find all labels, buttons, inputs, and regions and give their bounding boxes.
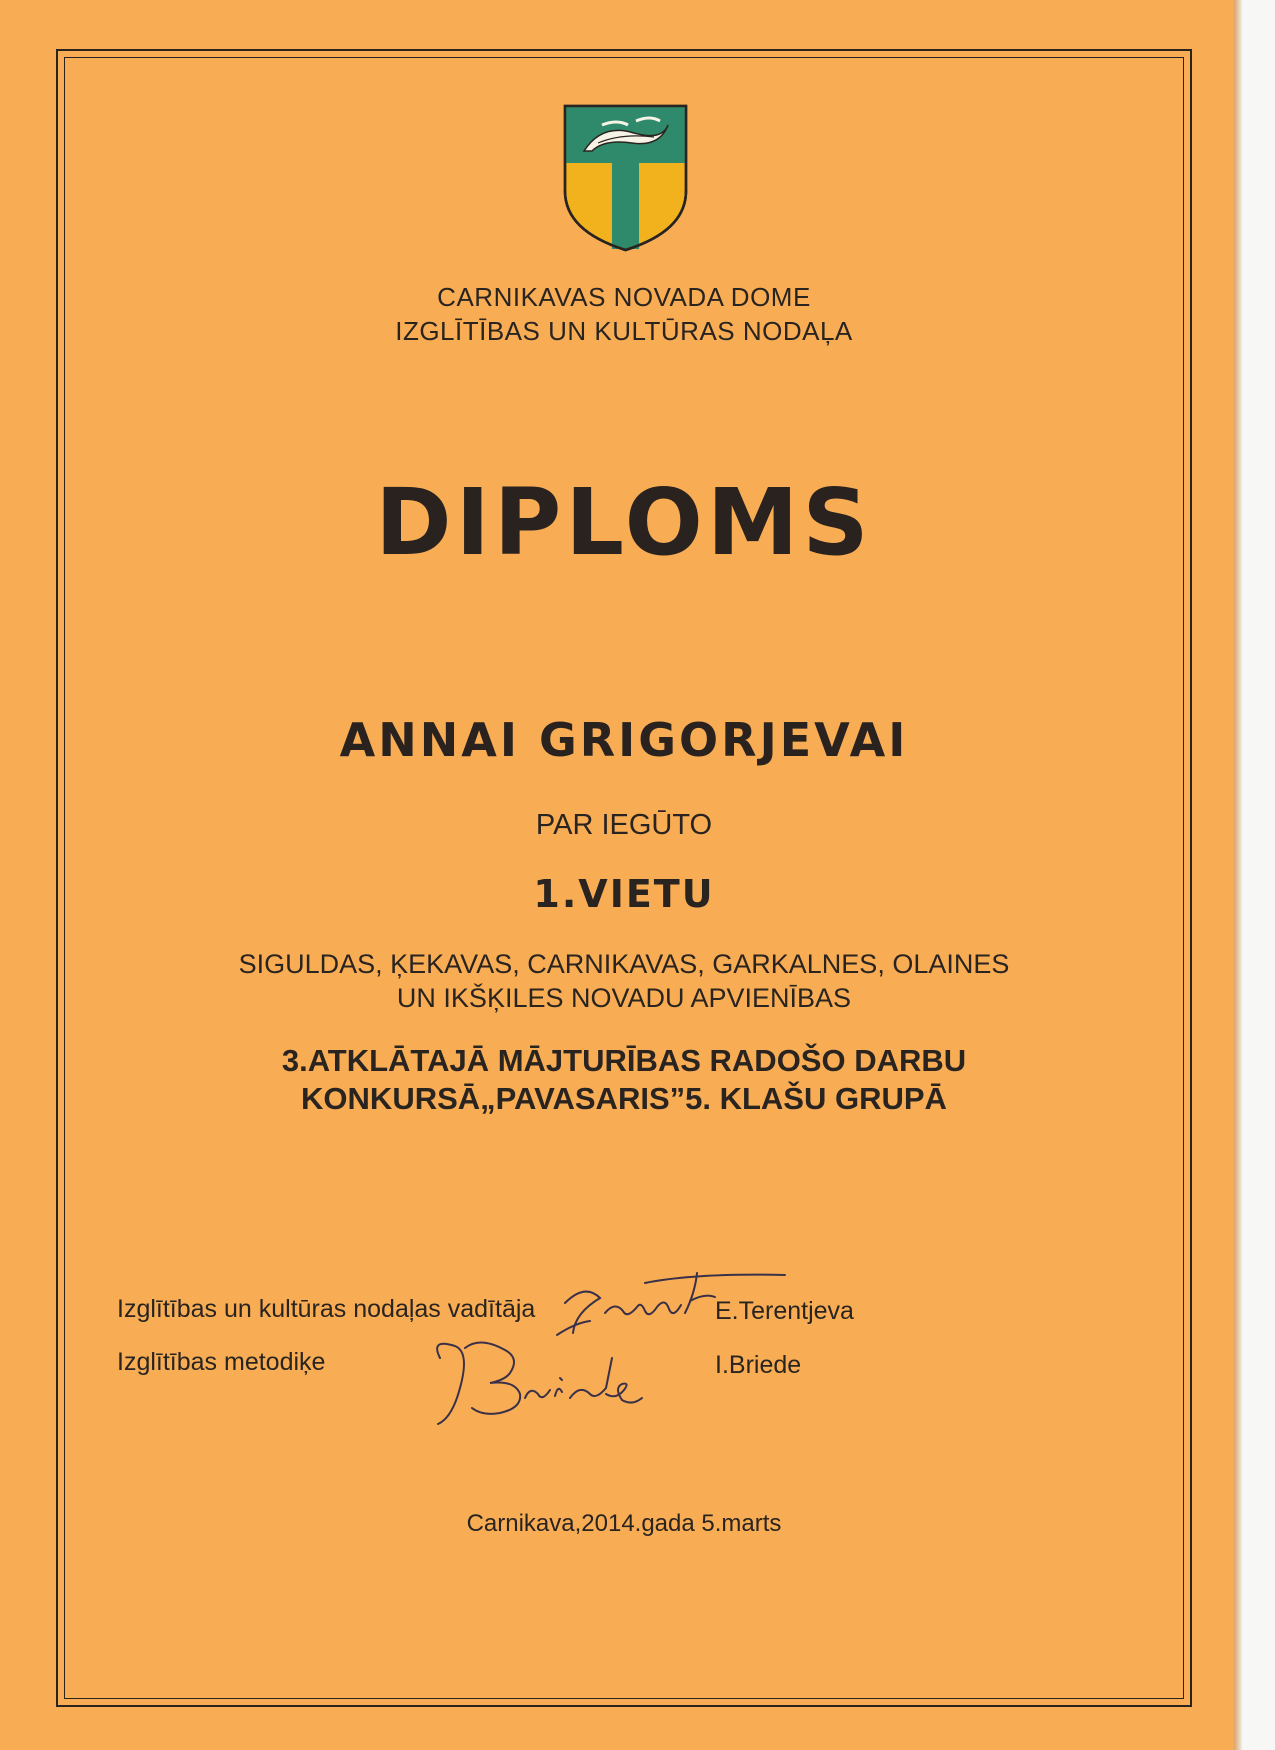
institution-line-1: CARNIKAVAS NOVADA DOME xyxy=(437,282,811,312)
signatory-role-2: Izglītības metodiķe xyxy=(117,1348,326,1376)
association-line-1: SIGULDAS, ĶEKAVAS, CARNIKAVAS, GARKALNES, OLAINES xyxy=(238,949,1010,979)
association-line-2: UN IKŠĶILES NOVADU APVIENĪBAS xyxy=(396,983,852,1013)
institution-line-2: IZGLĪTĪBAS UN KULTŪRAS NODAĻA xyxy=(395,316,853,346)
awarded-for-text: PAR IEGŪTO xyxy=(535,809,713,841)
contest-line-2: KONKURSĀ„PAVASARIS”5. KLAŠU GRUPĀ xyxy=(301,1081,947,1116)
signatory-name-2: I.Briede xyxy=(715,1351,802,1379)
page-edge xyxy=(1234,0,1242,1750)
signatory-name-1: E.Terentjeva xyxy=(715,1297,854,1325)
signatory-role-1: Izglītības un kultūras nodaļas vadītāja xyxy=(117,1295,536,1323)
place-awarded: 1.VIETU xyxy=(533,872,715,916)
signature-2 xyxy=(410,1328,670,1428)
diploma-title: DIPLOMS xyxy=(375,469,873,576)
recipient-name: ANNAI GRIGORJEVAI xyxy=(339,713,909,767)
date-place-line: Carnikava,2014.gada 5.marts xyxy=(466,1510,782,1537)
coat-of-arms-icon xyxy=(562,103,689,253)
contest-line-1: 3.ATKLĀTAJĀ MĀJTURĪBAS RADOŠO DARBU xyxy=(281,1043,967,1078)
